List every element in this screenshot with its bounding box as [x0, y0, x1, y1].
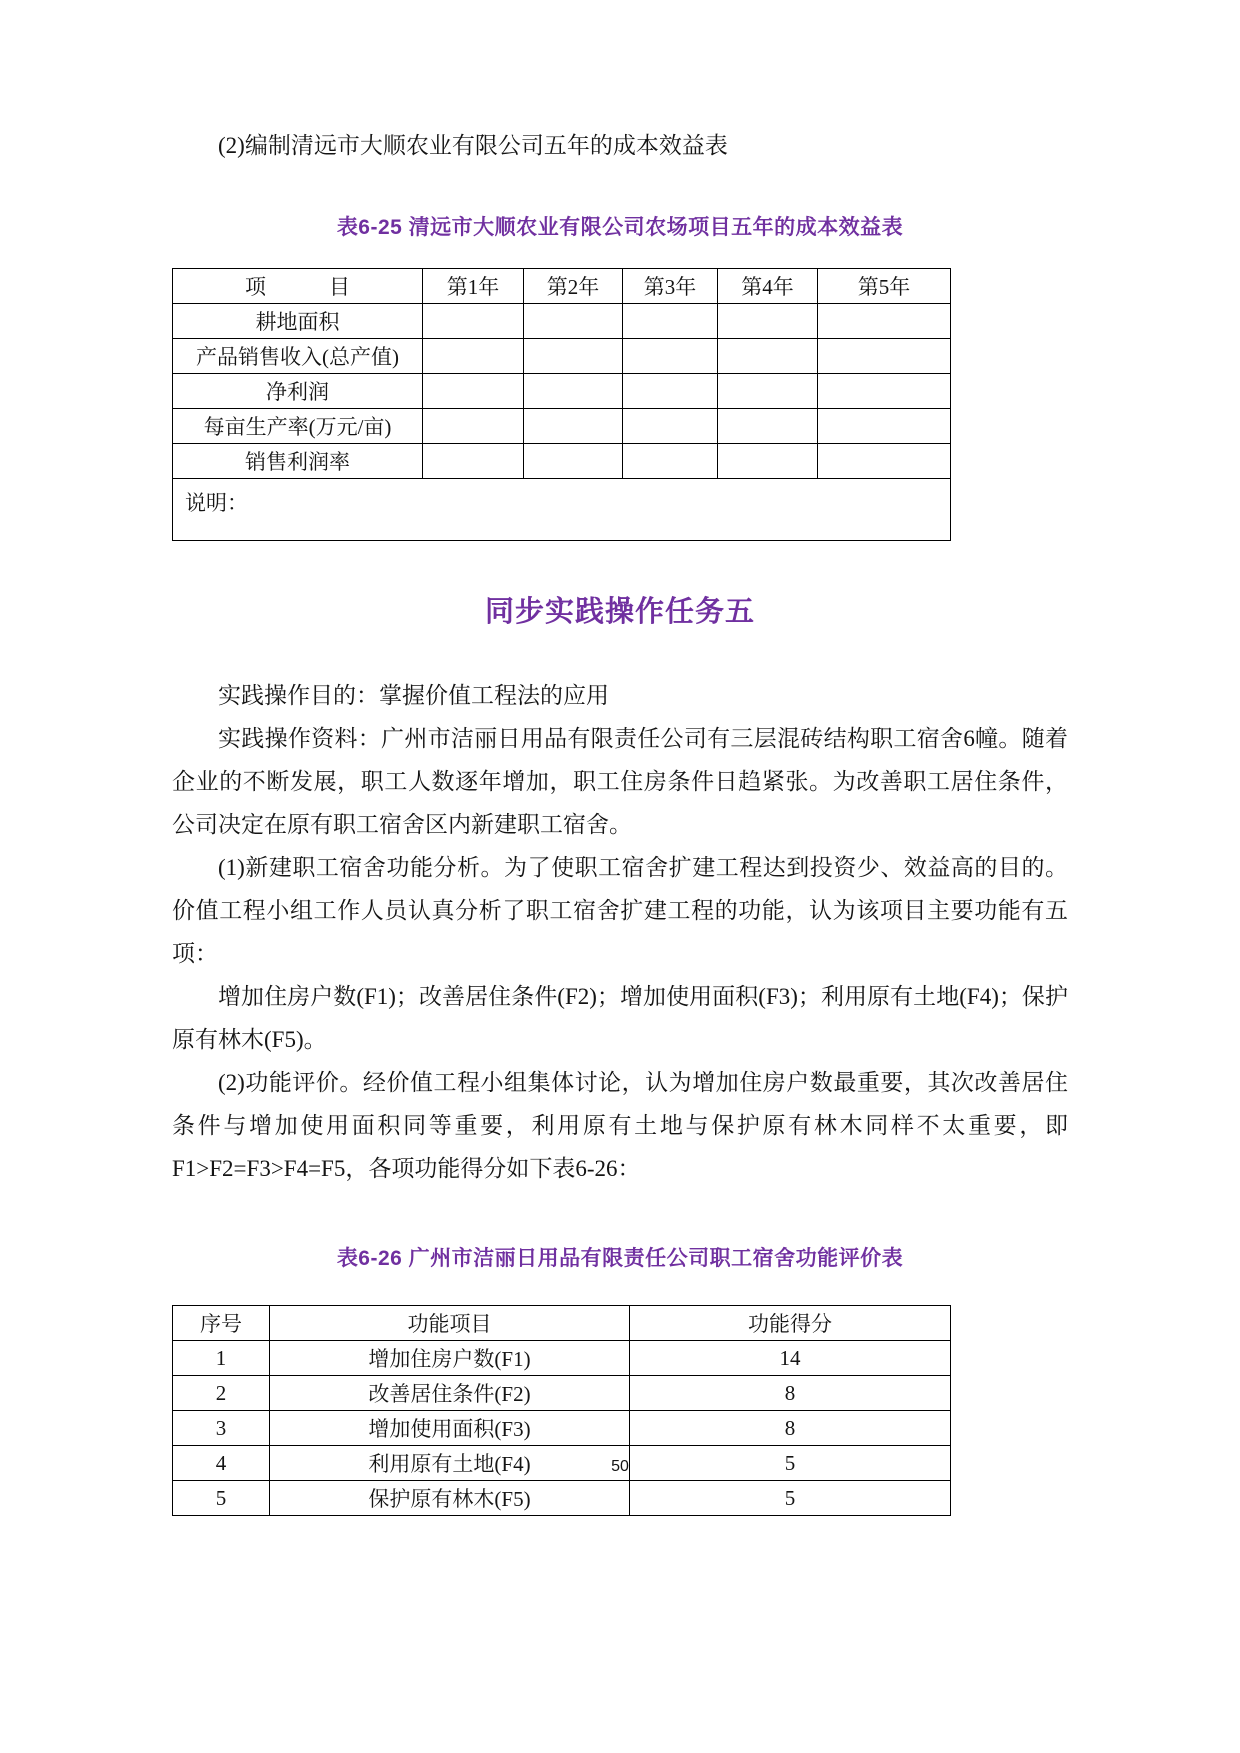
table-header-row — [173, 269, 951, 304]
row-number-cell: 1 — [173, 1341, 270, 1376]
empty-value-cell — [623, 409, 718, 444]
empty-value-cell — [623, 339, 718, 374]
empty-value-cell — [718, 339, 818, 374]
function-item-cell: 增加住房户数(F1) — [270, 1341, 630, 1376]
empty-value-cell — [718, 374, 818, 409]
table-row — [173, 304, 951, 339]
row-label-cell: 耕地面积 — [173, 304, 423, 339]
function-item-cell: 增加使用面积(F3) — [270, 1411, 630, 1446]
table-header-cell: 第4年 — [718, 269, 818, 304]
table-header-cell: 第1年 — [423, 269, 524, 304]
table-header-cell: 第2年 — [524, 269, 623, 304]
empty-value-cell — [423, 374, 524, 409]
table-header-cell: 功能项目 — [270, 1306, 630, 1341]
paragraph-materials: 实践操作资料：广州市洁丽日用品有限责任公司有三层混砖结构职工宿舍6幢。随着企业的不断发展，职工人数逐年增加，职工住房条件日趋紧张。为改善职工居住条件，公司决定在原有职工宿舍区内新建职工宿舍。 — [172, 726, 1068, 837]
empty-value-cell — [818, 444, 951, 479]
empty-value-cell — [623, 444, 718, 479]
row-label-cell: 净利润 — [173, 374, 423, 409]
table-header-cell: 第5年 — [818, 269, 951, 304]
table-row — [173, 1376, 951, 1411]
empty-value-cell — [818, 339, 951, 374]
empty-value-cell — [718, 304, 818, 339]
empty-value-cell — [818, 374, 951, 409]
function-item-cell: 保护原有林木(F5) — [270, 1481, 630, 1516]
table25-title: 表6-25 清远市大顺农业有限公司农场项目五年的成本效益表 — [336, 216, 904, 239]
table-row — [173, 339, 951, 374]
row-label-cell: 每亩生产率(万元/亩) — [173, 409, 423, 444]
empty-value-cell — [423, 339, 524, 374]
function-score-cell: 14 — [630, 1341, 951, 1376]
table-row — [173, 374, 951, 409]
empty-value-cell — [524, 374, 623, 409]
table-header-cell: 功能得分 — [630, 1306, 951, 1341]
table-row — [173, 444, 951, 479]
table-row — [173, 409, 951, 444]
empty-value-cell — [623, 374, 718, 409]
paragraph-purpose: 实践操作目的：掌握价值工程法的应用 — [218, 683, 609, 708]
row-number-cell: 2 — [173, 1376, 270, 1411]
empty-value-cell — [524, 339, 623, 374]
table-header-cell: 项 目 — [173, 269, 423, 304]
empty-value-cell — [524, 444, 623, 479]
empty-value-cell — [524, 304, 623, 339]
function-score-cell: 8 — [630, 1376, 951, 1411]
empty-value-cell — [423, 304, 524, 339]
table-header-cell: 第3年 — [623, 269, 718, 304]
paragraph-function-analysis: (1)新建职工宿舍功能分析。为了使职工宿舍扩建工程达到投资少、效益高的目的。价值工程小组工作人员认真分析了职工宿舍扩建工程的功能，认为该项目主要功能有五项： — [172, 855, 1068, 966]
table-row — [173, 1341, 951, 1376]
function-item-cell: 改善居住条件(F2) — [270, 1376, 630, 1411]
row-label-cell: 销售利润率 — [173, 444, 423, 479]
empty-value-cell — [623, 304, 718, 339]
empty-value-cell — [718, 444, 818, 479]
function-item-cell: 利用原有土地(F4) — [270, 1446, 630, 1481]
note-label-cell: 说明： — [173, 479, 951, 541]
table-row — [173, 1481, 951, 1516]
function-score-cell: 5 — [630, 1481, 951, 1516]
paragraph-function-list: 增加住房户数(F1)；改善居住条件(F2)；增加使用面积(F3)；利用原有土地(F4)；保护原有林木(F5)。 — [172, 984, 1068, 1052]
table-note-row — [173, 479, 951, 541]
empty-value-cell — [423, 409, 524, 444]
row-number-cell: 5 — [173, 1481, 270, 1516]
empty-value-cell — [818, 304, 951, 339]
page-number: 50 — [611, 1458, 629, 1475]
empty-value-cell — [718, 409, 818, 444]
table26-title: 表6-26 广州市洁丽日用品有限责任公司职工宿舍功能评价表 — [336, 1247, 904, 1270]
empty-value-cell — [423, 444, 524, 479]
cost-benefit-table-6-25 — [172, 268, 951, 541]
row-number-cell: 3 — [173, 1411, 270, 1446]
function-score-cell: 5 — [630, 1446, 951, 1481]
function-score-cell: 8 — [630, 1411, 951, 1446]
paragraph-function-evaluation: (2)功能评价。经价值工程小组集体讨论，认为增加住房户数最重要，其次改善居住条件与增加使用面积同等重要，利用原有土地与保护原有林木同样不太重要，即F1>F2=F3>F4=F5，各项功能得分如下表6-26： — [172, 1070, 1068, 1181]
section-heading: 同步实践操作任务五 — [484, 596, 755, 628]
table-row — [173, 1411, 951, 1446]
row-number-cell: 4 — [173, 1446, 270, 1481]
empty-value-cell — [524, 409, 623, 444]
table-header-row — [173, 1306, 951, 1341]
empty-value-cell — [818, 409, 951, 444]
row-label-cell: 产品销售收入(总产值) — [173, 339, 423, 374]
table-header-cell: 序号 — [173, 1306, 270, 1341]
intro-line: (2)编制清远市大顺农业有限公司五年的成本效益表 — [218, 133, 728, 158]
function-evaluation-table-6-26 — [172, 1305, 951, 1516]
